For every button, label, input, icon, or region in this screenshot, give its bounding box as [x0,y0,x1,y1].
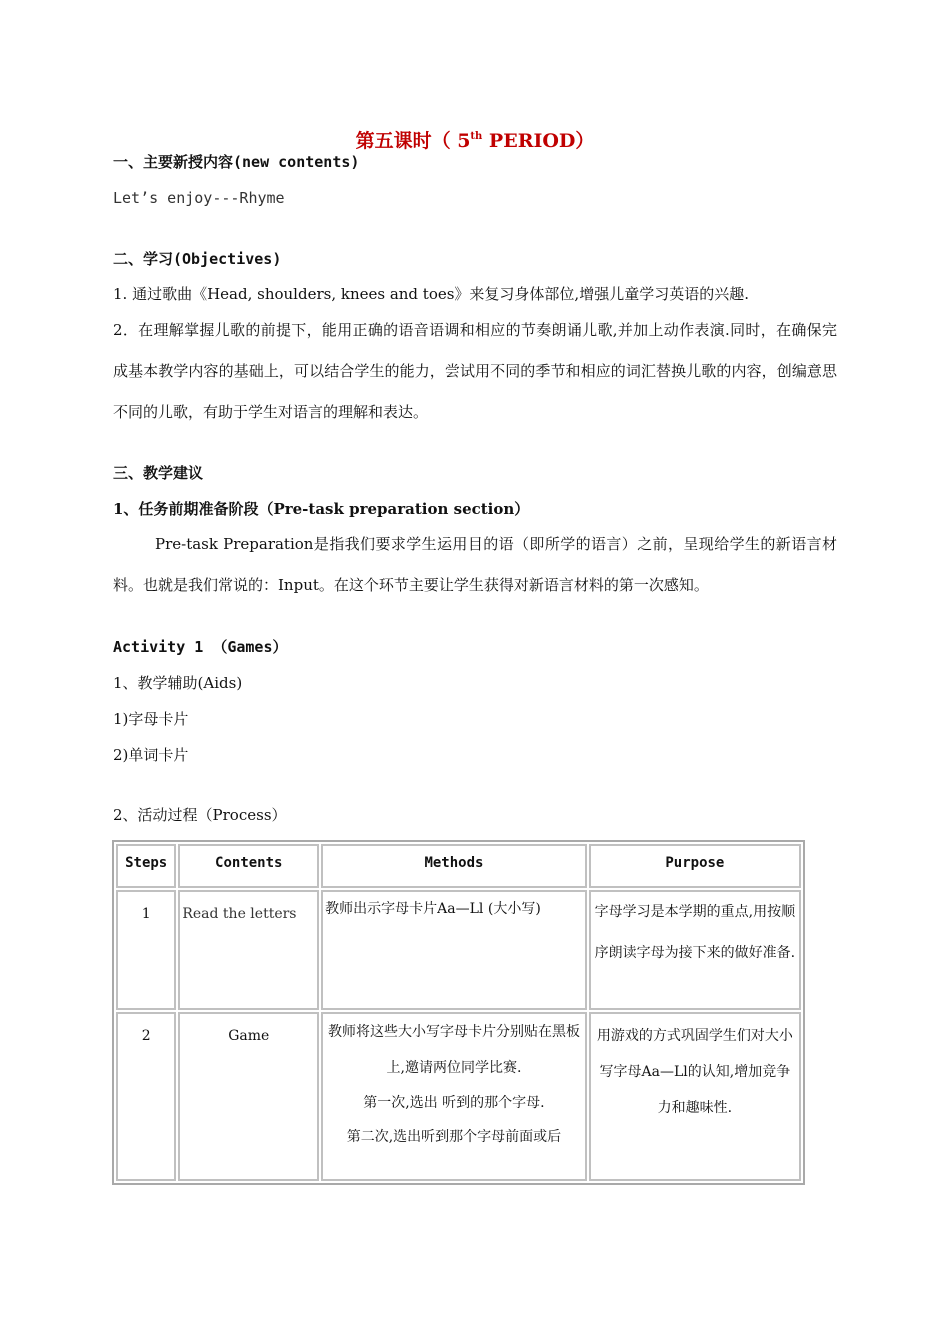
cell-contents: Read the letters [178,890,319,1010]
table-header-row [116,844,801,888]
process-table [112,840,805,1185]
activity-heading: Activity 1 （Games） [113,638,288,656]
cell-step: 2 [116,1012,176,1181]
aid-item-2: 2)单词卡片 [113,746,189,764]
cell-step: 1 [116,890,176,1010]
cell-purpose: 字母学习是本学期的重点,用按顺序朗读字母为接下来的做好准备. [589,890,801,1010]
header-methods: Methods [321,844,587,888]
cell-methods: 教师出示字母卡片Aa—Ll (大小写) [321,890,587,1010]
section3-subheading: 1、任务前期准备阶段（Pre-task preparation section） [113,500,530,518]
header-purpose: Purpose [589,844,801,888]
methods-line-2: 第一次,选出 听到的那个字母. [363,1095,545,1112]
process-heading: 2、活动过程（Process） [113,806,287,824]
cell-methods [321,1012,587,1181]
methods-line-3: 第二次,选出听到那个字母前面或后 [346,1129,562,1146]
aids-heading: 1、教学辅助(Aids) [113,674,243,692]
objective-item-2: 2．在理解掌握儿歌的前提下，能用正确的语音语调和相应的节奏朗诵儿歌,并加上动作表演.同时，在确保完成基本教学内容的基础上，可以结合学生的能力，尝试用不同的季节和相应的词汇替换儿歌的内容，创编意思不同的儿歌，有助于学生对语言的理解和表达。 [113,321,837,421]
aid-item-1: 1)字母卡片 [113,710,189,728]
header-contents: Contents [178,844,319,888]
header-steps: Steps [116,844,176,888]
section1-content: Let’s enjoy---Rhyme [113,189,285,207]
section1-heading: 一、主要新授内容(new contents) [113,153,360,171]
section2-heading: 二、学习(Objectives) [113,250,282,268]
table-row [116,1012,801,1181]
section3-heading: 三、教学建议 [113,464,204,482]
page-title: 第五课时（ 5th PERIOD） [355,130,595,152]
objective-item-1: 1. 通过歌曲《Head, shoulders, knees and toes》来复习身体部位,增强儿童学习英语的兴趣. [113,285,749,303]
cell-purpose: 用游戏的方式巩固学生们对大小写字母Aa—Ll的认知,增加竞争力和趣味性. [589,1012,801,1181]
cell-contents: Game [178,1012,319,1181]
methods-line-1: 教师将这些大小写字母卡片分别贴在黑板上,邀请两位同学比赛. [327,1024,580,1077]
table-row [116,890,801,1010]
section3-paragraph: Pre-task Preparation是指我们要求学生运用目的语（即所学的语言）之前，呈现给学生的新语言材料。也就是我们常说的：Input。在这个环节主要让学生获得对新语言材料的第一次感知。 [113,535,837,594]
